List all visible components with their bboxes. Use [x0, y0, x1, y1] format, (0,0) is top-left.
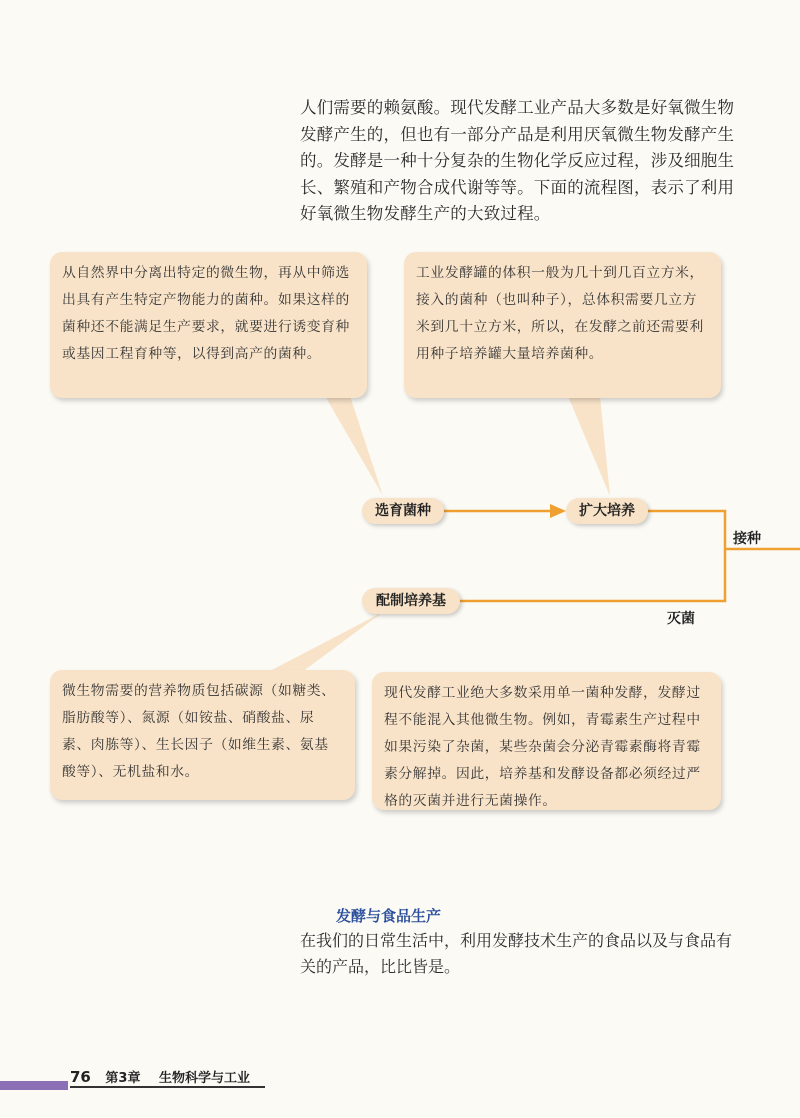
flow-label-sterilize: 灭菌	[667, 611, 695, 627]
bubble-tail-expansion	[568, 396, 610, 496]
note-strain-selection: 从自然界中分离出特定的微生物，再从中筛选出具有产生特定产物能力的菌种。如果这样的菌种还不能满足生产要求，就要进行诱变育种或基因工程育种等，以得到高产的菌种。	[50, 252, 367, 398]
section-body: 在我们的日常生活中，利用发酵技术生产的食品以及与食品有关的产品，比比皆是。	[300, 931, 733, 976]
intro-paragraph: 人们需要的赖氨酸。现代发酵工业产品大多数是好氧微生物发酵产生的，但也有一部分产品是利用厌氧微生物发酵产生的。发酵是一种十分复杂的生物化学反应过程，涉及细胞生长、繁殖和产物合成代谢等等。下面的流程图，表示了利用好氧微生物发酵生产的大致过程。	[300, 98, 735, 223]
bubble-tail-selection	[325, 396, 383, 496]
footer-color-bar	[0, 1081, 68, 1090]
chapter-number: 第3章	[105, 1071, 141, 1086]
footer-rule	[70, 1086, 265, 1088]
note-culture-expansion: 工业发酵罐的体积一般为几十到几百立方米，接入的菌种（也叫种子），总体积需要几立方米到几十立方米，所以，在发酵之前还需要利用种子培养罐大量培养菌种。	[404, 252, 721, 398]
note-sterilization: 现代发酵工业绝大多数采用单一菌种发酵，发酵过程不能混入其他微生物。例如，青霉素生产过程中如果污染了杂菌，某些杂菌会分泌青霉素酶将青霉素分解掉。因此，培养基和发酵设备都必须经过严格的灭菌并进行无菌操作。	[372, 672, 721, 810]
flow-step-expand-culture: 扩大培养	[566, 498, 648, 524]
page-number: 76	[70, 1068, 91, 1086]
chapter-title: 生物科学与工业	[158, 1071, 250, 1086]
bubble-tail-medium	[268, 612, 383, 672]
flow-label-inoculate: 接种	[733, 531, 761, 547]
note-medium-nutrients: 微生物需要的营养物质包括碳源（如糖类、脂肪酸等）、氮源（如铵盐、硝酸盐、尿素、肉胨等）、生长因子（如维生素、氨基酸等）、无机盐和水。	[50, 670, 355, 800]
section-title: 发酵与食品生产	[336, 907, 442, 925]
page-footer	[70, 1067, 250, 1086]
flow-step-prepare-medium: 配制培养基	[362, 588, 460, 614]
flow-step-select-strain: 选育菌种	[362, 498, 444, 524]
